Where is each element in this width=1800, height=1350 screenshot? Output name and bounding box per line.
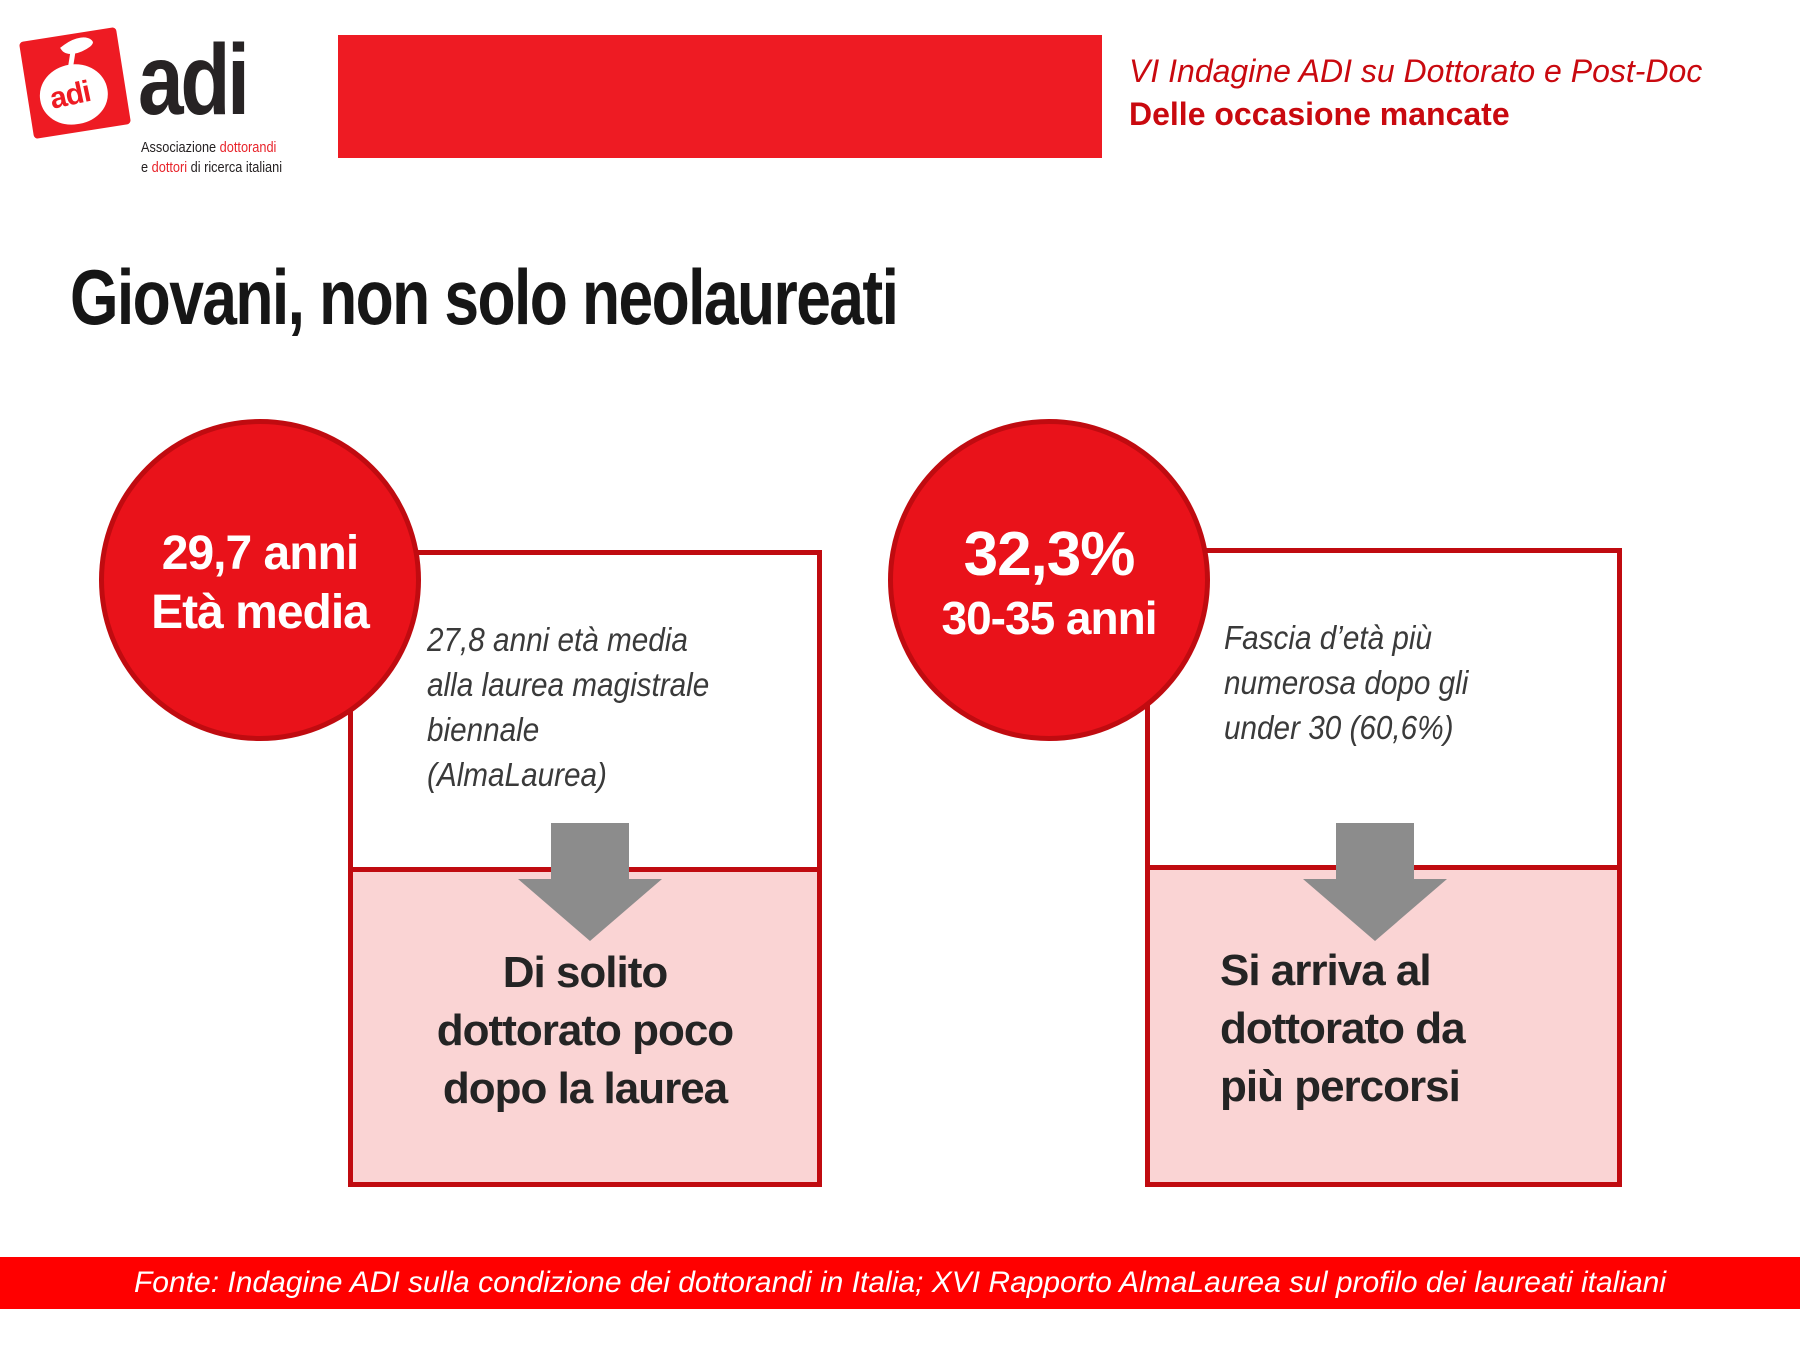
adi-wordmark: adi (138, 24, 247, 136)
right-box-note-section (1150, 553, 1617, 865)
left-down-arrow-icon (518, 823, 662, 941)
page-title: Giovani, non solo neolaureati (70, 253, 898, 341)
left-circle-value: 29,7 anni (161, 527, 359, 580)
right-down-arrow-icon (1303, 823, 1447, 941)
header-red-bar (338, 35, 1102, 158)
right-box-conclusion: Si arriva al dottorato da più percorsi (1220, 946, 1465, 1111)
logo-tagline (141, 138, 282, 178)
apple-logo-text: adi (46, 75, 94, 116)
right-circle-value: 32,3% (963, 520, 1135, 589)
right-stat-circle (888, 419, 1210, 741)
left-box-note-section (353, 555, 817, 867)
footer-source-text: Fonte: Indagine ADI sulla condizione dei dottorandi in Italia; XVI Rapporto AlmaLaurea sul profilo dei laureati italiani (133, 1266, 1667, 1299)
tagline-line2: e dottori di ricerca italiani (141, 159, 283, 176)
right-box-note: Fascia d’età più numerosa dopo gli under 30 (60,6%) (1224, 619, 1469, 746)
left-circle-label: Età media (151, 586, 369, 639)
adi-logo-icon (19, 27, 131, 139)
header-subtitle-bold: Delle occasione mancate (1129, 96, 1510, 132)
header-subtitle (1129, 50, 1702, 136)
left-box-conclusion: Di solito dottorato poco dopo la laurea (436, 948, 734, 1113)
right-circle-label: 30-35 anni (941, 592, 1157, 644)
header-subtitle-italic: VI Indagine ADI su Dottorato e Post-Doc (1129, 53, 1703, 89)
left-box-note: 27,8 anni età media alla laurea magistrale biennale (AlmaLaurea) (427, 621, 710, 793)
footer-bar (0, 1257, 1800, 1309)
tagline-line1: Associazione dottorandi (141, 139, 277, 156)
left-stat-circle (99, 419, 421, 741)
apple-leaf-icon (60, 30, 94, 62)
